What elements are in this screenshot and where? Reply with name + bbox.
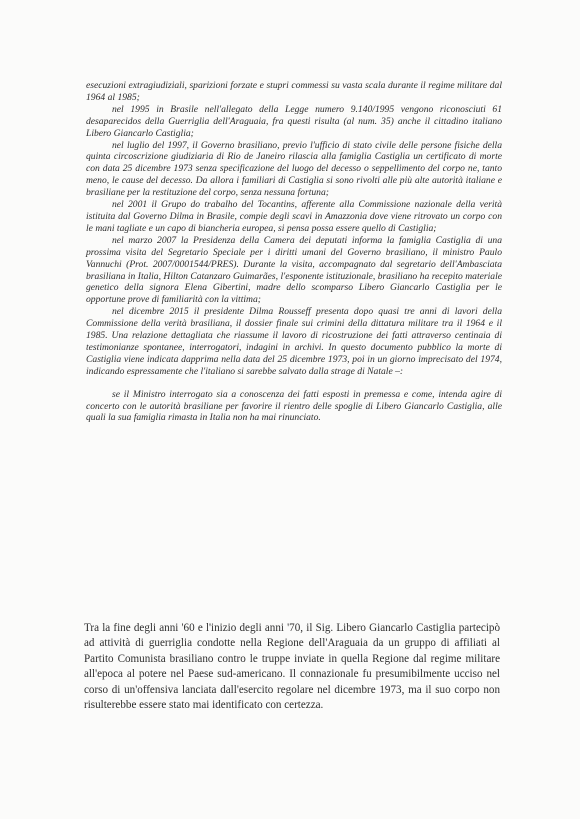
premise-paragraph: nel 1995 in Brasile nell'allegato della Legge numero 9.140/1995 vengono riconosciuti 61 desaparecidos della Guerriglia dell'Araguaia, fra questi risulta (al num. 35) anche il cittadino italiano Libero Giancarlo Castiglia;: [86, 103, 502, 139]
parliamentary-question-text: [86, 80, 502, 424]
premise-paragraph: nel 2001 il Grupo do trabalho del Tocantins, afferente alla Commissione nazionale della verità istituita dal Governo Dilma in Brasile, compie degli scavi in Amazzonia dove viene ritrovato un corpo con le mani tagliate e un capo di biancheria europea, si pensa possa essere quello di Castiglia;: [86, 199, 502, 234]
premise-paragraph: nel dicembre 2015 il presidente Dilma Rousseff presenta dopo quasi tre anni di lavori della Commissione della verità brasiliana, il dossier finale sui crimini della dittatura militare tra il 1964 e il 1985. Una relazione dettagliata che riassume il lavoro di ricostruzione dei fatti attraverso centinaia di testimonianze spontanee, interrogatori, indagini in archivi. In questo documento pubblico la morte di Castiglia viene indicata dapprima nella data del 25 dicembre 1973, poi in un giorno imprecisato del 1974, indicando espressamente che l'italiano si sarebbe salvato dalla strage di Natale –:: [86, 306, 502, 377]
question-paragraph: se il Ministro interrogato sia a conoscenza dei fatti esposti in premessa e come, intenda agire di concerto con le autorità brasiliane per favorire il rientro delle spoglie di Libero Giancarlo Castiglia, alle quali la sua famiglia rimasta in Italia non ha mai rinunciato.: [86, 388, 502, 424]
premise-paragraph: nel marzo 2007 la Presidenza della Camera dei deputati informa la famiglia Castiglia di una prossima visita del Segretario Speciale per i diritti umani del Governo brasiliano, il ministro Paulo Vannuchi (Prot. 2007/0001544/PRES). Durante la visita, accompagnato dal segretario dell'Ambasciata brasiliana in Italia, Hilton Catanzaro Guimarães, l'esponente istituzionale, brasiliano ha recepito materiale genetico della signora Elena Gibertini, madre dello scomparso Libero Giancarlo Castiglia per le opportune prove di familiarità con la vittima;: [86, 234, 502, 306]
premise-paragraph: nel luglio del 1997, il Governo brasiliano, previo l'ufficio di stato civile delle persone fisiche della quinta circoscrizione giudiziaria di Rio de Janeiro rilascia alla famiglia Castiglia un certificato di morte con data 25 dicembre 1973 senza specificazione del luogo del decesso o seppellimento del corpo ne, tanto meno, le cause del decesso. Da allora i familiari di Castiglia si sono rivolti alle più alte autorità italiane e brasiliane per la restituzione del corpo, senza nessuna fortuna;: [86, 139, 502, 199]
summary-paragraph: Tra la fine degli anni '60 e l'inizio degli anni '70, il Sig. Libero Giancarlo Castiglia partecipò ad attività di guerriglia condotte nella Regione dell'Araguaia da un gruppo di affiliati al Partito Comunista brasiliano contro le truppe inviate in quella Regione dal regime militare all'epoca al potere nel Paese sud-americano. Il connazionale fu presumibilmente ucciso nel corso di un'offensiva lanciata dall'esercito regolare nel dicembre 1973, ma il suo corpo non risulterebbe essere stato mai identificato con certezza.: [84, 622, 500, 712]
summary-section: [84, 621, 500, 713]
premise-paragraph: esecuzioni extragiudiziali, sparizioni forzate e stupri commessi su vasta scala durante il regime militare dal 1964 al 1985;: [86, 80, 502, 103]
